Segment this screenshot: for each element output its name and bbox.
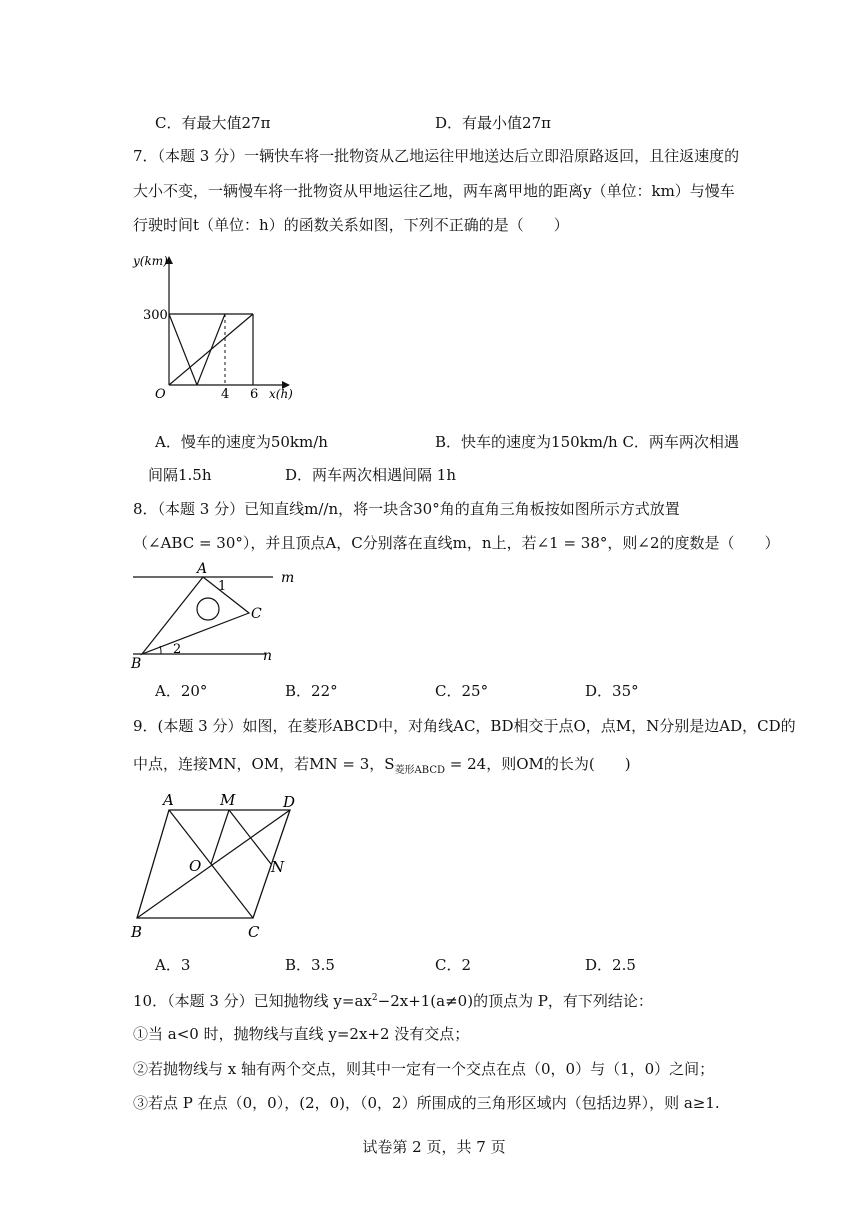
q7-option-a: A．慢车的速度为50km/h	[155, 433, 328, 451]
q8-figure	[125, 560, 305, 675]
q8-label-c: C	[251, 606, 262, 622]
q7-origin-label: O	[155, 387, 166, 402]
q8-option-a: A．20°	[155, 682, 208, 700]
q9-text-line2-a: 中点，连接MN，OM，若MN = 3，S	[133, 755, 395, 773]
q9-label-d: D	[283, 793, 296, 811]
q9-option-c: C．2	[435, 956, 472, 974]
q9-option-a: A．3	[155, 956, 191, 974]
page-footer: 试卷第 2 页，共 7 页	[362, 1138, 506, 1156]
q7-option-b-c: B．快车的速度为150km/h C．两车两次相遇	[435, 433, 739, 451]
q9-figure	[125, 787, 315, 947]
q8-text-line1: 8．（本题 3 分）已知直线m//n，将一块含30°角的直角三角板按如图所示方式放置	[133, 500, 680, 518]
q9-text-line2	[133, 754, 631, 781]
q7-option-c-cont: 间隔1.5h	[148, 466, 212, 484]
q8-label-angle2: 2	[173, 642, 182, 657]
q7-graph	[125, 250, 300, 405]
q9-label-c: C	[248, 923, 260, 941]
q10-text-line1-b: −2x+1(a≠0)的顶点为 P，有下列结论：	[377, 992, 653, 1010]
q7-x-tick-6: 6	[250, 387, 259, 402]
q7-text-line2: 大小不变，一辆慢车将一批物资从甲地运往乙地，两车离甲地的距离y（单位：km）与慢车	[133, 182, 735, 200]
q8-label-n: n	[263, 648, 273, 664]
q7-y-tick-300: 300	[143, 308, 168, 323]
q8-label-m: m	[281, 570, 295, 586]
q8-label-a: A	[197, 561, 208, 577]
q7-y-label: y(km)	[133, 254, 168, 268]
q9-label-b: B	[131, 923, 143, 941]
q9-label-m: M	[220, 791, 236, 809]
q9-option-b: B．3.5	[285, 956, 335, 974]
q10-conclusion-2: ②若抛物线与 x 轴有两个交点，则其中一定有一个交点在点（0，0）与（1，0）之间；	[133, 1060, 715, 1078]
q6-option-c: C．有最大值27π	[155, 114, 271, 132]
q9-area-subscript: 菱形ABCD	[394, 765, 445, 776]
q10-exponent: 2	[371, 993, 378, 1003]
q9-text-line1: 9．(本题 3 分）如图，在菱形ABCD中，对角线AC，BD相交于点O，点M，N分别是边AD，CD的	[133, 717, 796, 735]
q8-label-angle1: 1	[218, 579, 227, 594]
q8-option-c: C．25°	[435, 682, 489, 700]
q9-label-o: O	[189, 857, 202, 875]
q9-text-line2-b: = 24，则OM的长为( )	[445, 755, 631, 773]
q7-x-tick-4: 4	[221, 387, 230, 402]
q8-label-b: B	[131, 656, 142, 672]
q7-text-line3: 行驶时间t（单位：h）的函数关系如图，下列不正确的是（ ）	[133, 216, 569, 234]
q10-conclusion-1: ①当 a<0 时，抛物线与直线 y=2x+2 没有交点；	[133, 1025, 470, 1043]
q8-option-b: B．22°	[285, 682, 338, 700]
q7-text-line1: 7．（本题 3 分）一辆快车将一批物资从乙地运往甲地送达后立即沿原路返回，且往返速度的	[133, 147, 740, 165]
q8-text-line2: （∠ABC = 30°），并且顶点A，C分别落在直线m，n上，若∠1 = 38°，则∠2的度数是（ ）	[133, 534, 780, 552]
q9-label-a: A	[163, 791, 174, 809]
q7-x-label: x(h)	[269, 387, 293, 401]
q6-option-d: D．有最小值27π	[435, 114, 551, 132]
q10-text-line1-a: 10．（本题 3 分）已知抛物线 y=ax	[133, 992, 372, 1010]
q9-option-d: D．2.5	[585, 956, 636, 974]
q9-label-n: N	[271, 858, 285, 876]
q10-conclusion-3: ③若点 P 在点（0，0），(2，0)，（0，2）所围成的三角形区域内（包括边界），则 a≥1.	[133, 1094, 720, 1112]
q8-option-d: D．35°	[585, 682, 639, 700]
q10-text-line1	[133, 988, 653, 1011]
q7-option-d: D．两车两次相遇间隔 1h	[285, 466, 456, 484]
